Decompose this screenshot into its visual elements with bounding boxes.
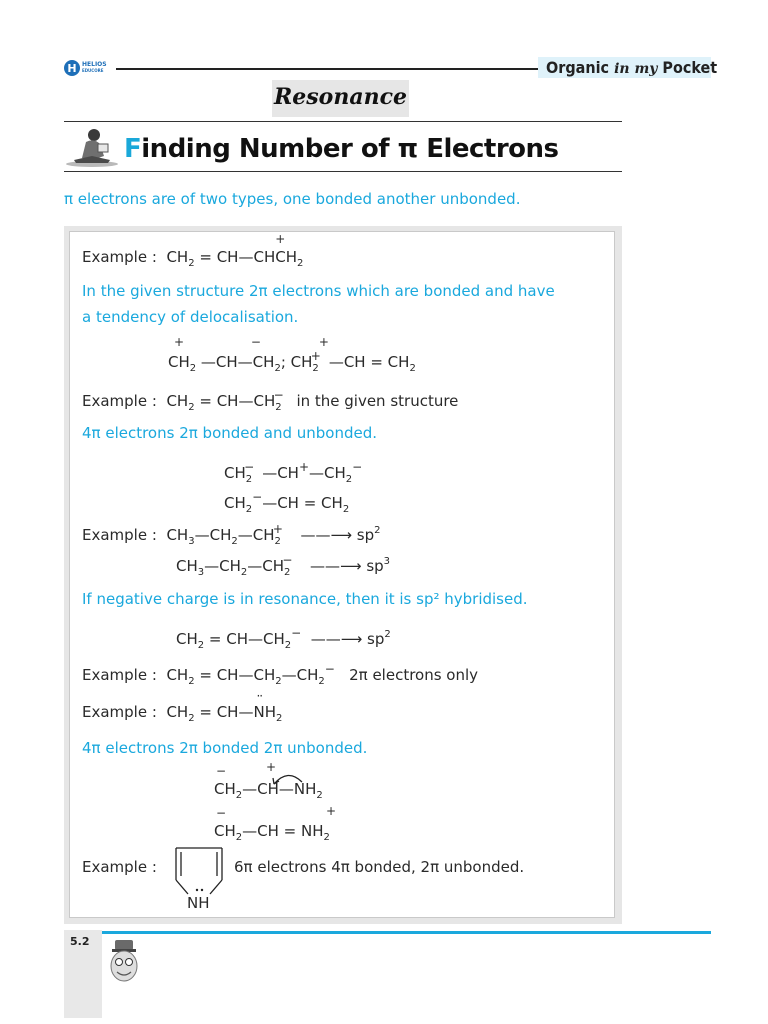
logo-mark: H (64, 60, 80, 76)
example-line-4: Example : $CH_2$ = $CH—CH_2—CH_2^-$ 2π electrons only (82, 662, 479, 687)
footer-rule (102, 931, 711, 934)
book-title: Organic in my Pocket (546, 58, 718, 77)
logo-text: HELIOS (82, 61, 107, 68)
example-line-3b: $CH_3—CH_2—CH_2^-$ ——⟶ $sp^3$ (176, 553, 391, 578)
page-number: 5.2 (70, 935, 90, 948)
explanation-line-2: a tendency of delocalisation. (82, 308, 299, 326)
pyrrole-nh-label: NH (187, 894, 210, 912)
explanation-line-5: 4π electrons 2π bonded 2π unbonded. (82, 739, 368, 757)
example-line-1: Example : $CH_2$ = CH—CH + $CH_2$ (82, 232, 304, 269)
resonance-structures-3b: − + $CH_2—CH = NH_2$ (214, 804, 337, 843)
lone-pair-dots: ·· (256, 689, 263, 703)
arrow-icon: ——⟶ (305, 557, 367, 575)
example-line-6-text: 6π electrons 4π bonded, 2π unbonded. (234, 858, 525, 876)
resonance-structures-2b: $CH_2^-—CH = CH_2$ (224, 490, 350, 515)
section-rule-bottom (64, 171, 622, 172)
explanation-line-4: If negative charge is in resonance, then it is sp² hybridised. (82, 590, 528, 608)
chapter-title: Resonance (274, 84, 407, 110)
example-line-6-label: Example : (82, 858, 157, 876)
professor-mascot-icon (105, 938, 145, 990)
explanation-line-3: 4π electrons 2π bonded and unbonded. (82, 424, 378, 442)
example-line-3: Example : $CH_3—CH_2—CH_2^+$ ——⟶ $sp^2$ (82, 522, 381, 547)
reading-person-icon (64, 126, 120, 172)
resonance-structures-3a: − + $CH_2—CH—NH_2$ (214, 760, 323, 801)
example-line-5: Example : $CH_2$ = CH— ·· $NH_2$ (82, 689, 283, 724)
explanation-line-1: In the given structure 2π electrons which are bonded and have (82, 282, 555, 300)
arrow-icon: ——⟶ (295, 526, 357, 544)
header-rule (116, 68, 540, 70)
section-rule-top (64, 121, 622, 122)
resonance-structures-2a: $CH_2^-$ $—CH^+—CH_2^-$ (224, 460, 363, 485)
structure-line-12: $CH_2$ = $CH—CH_2^-$ ——⟶ $sp^2$ (176, 626, 391, 651)
section-heading: Finding Number of π Electrons (124, 134, 559, 164)
logo-subtext: EDUCORE (82, 68, 104, 73)
example-line-2: Example : $CH_2$ = $CH—CH_2^-$ in the given structure (82, 388, 459, 413)
publisher-logo (64, 59, 116, 77)
arrow-icon: ——⟶ (305, 630, 368, 648)
intro-text: π electrons are of two types, one bonded another unbonded. (64, 190, 521, 208)
resonance-structures-1: + $CH_2$ − + $—CH—CH_2$; $CH_2^+$ —CH = $CH_2$ (168, 335, 416, 374)
charge-plus: + (275, 232, 286, 246)
curved-arrow-icon (270, 770, 306, 790)
